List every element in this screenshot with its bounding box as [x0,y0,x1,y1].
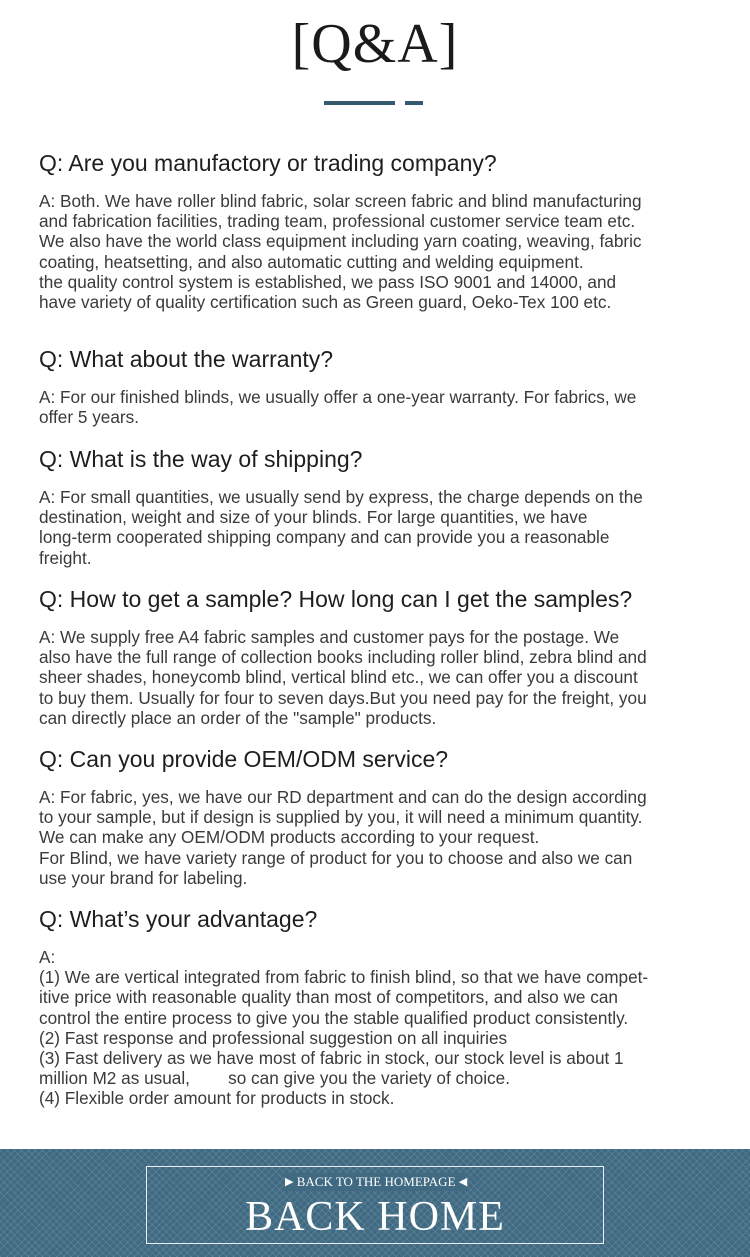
answer-line: A: [39,947,56,967]
faq-answer [39,627,729,728]
answer-line: million M2 as usual, so can give you the variety of choice. [39,1068,510,1089]
answer-line: sheer shades, honeycomb blind, vertical blind etc., we can offer you a discount [39,667,638,688]
faq-item-advantage [39,905,729,1109]
footer-banner [0,1149,750,1257]
answer-line: freight. [39,547,92,568]
answer-line: also have the full range of collection books including roller blind, zebra blind and [39,647,647,668]
page-title: [Q&A] [291,13,459,75]
back-to-homepage-caption[interactable] [285,1173,468,1191]
answer-line: A: Both. We have roller blind fabric, solar screen fabric and blind manufacturing [39,191,642,211]
answer-line: offer 5 years. [39,407,139,428]
faq-question: Q: Can you provide OEM/ODM service? [39,746,449,772]
faq-answer [39,191,729,312]
faq-answer [39,387,729,427]
title-accent-bar-short [405,101,423,105]
faq-question: Q: How to get a sample? How long can I get the samples? [39,586,633,612]
faq-question: Q: What about the warranty? [39,346,334,372]
faq-question: Q: What’s your advantage? [39,906,318,932]
answer-line: A: For our finished blinds, we usually offer a one-year warranty. For fabrics, we [39,387,637,407]
back-home-frame[interactable] [146,1166,604,1244]
answer-line: We can make any OEM/ODM products according to your request. [39,827,540,848]
answer-line: use your brand for labeling. [39,867,248,888]
answer-line: the quality control system is established, we pass ISO 9001 and 14000, and [39,271,617,292]
answer-line: and fabrication facilities, trading team, professional customer service team etc. [39,211,636,232]
title-accent-bar-long [324,101,395,105]
back-home-button[interactable]: BACK HOME [245,1194,505,1240]
answer-line: to buy them. Usually for four to seven days.But you need pay for the freight, you [39,687,647,708]
answer-line: (2) Fast response and professional suggestion on all inquiries [39,1027,508,1048]
faq-question: Q: Are you manufactory or trading company? [39,150,497,176]
faq-item-shipping [39,445,729,568]
answer-line: to your sample, but if design is supplied by you, it will need a minimum quantity. [39,807,643,828]
faq-item-warranty [39,345,729,427]
faq-answer [39,787,729,888]
back-to-homepage-link[interactable]: BACK TO THE HOMEPAGE [296,1174,456,1189]
faq-answer [39,947,729,1109]
answer-line: (1) We are vertical integrated from fabric to finish blind, so that we have compet- [39,967,649,988]
answer-line: long-term cooperated shipping company and can provide you a reasonable [39,527,610,548]
answer-line: We also have the world class equipment including yarn coating, weaving, fabric [39,231,642,252]
faq-question: Q: What is the way of shipping? [39,446,363,472]
answer-line: control the entire process to give you the stable qualified product consistently. [39,1007,629,1028]
answer-line: For Blind, we have variety range of product for you to choose and also we can [39,847,633,868]
answer-line: A: We supply free A4 fabric samples and customer pays for the postage. We [39,627,620,647]
answer-line: coating, heatsetting, and also automatic cutting and welding equipment. [39,251,584,272]
faq-item-manufactory [39,149,729,312]
answer-line: A: For small quantities, we usually send by express, the charge depends on the [39,487,643,507]
faq-answer [39,487,729,568]
faq-item-oem-odm [39,745,729,888]
answer-line: have variety of quality certification such as Green guard, Oeko-Tex 100 etc. [39,292,612,313]
arrow-left-icon: ◀ [458,1176,468,1188]
answer-line: (4) Flexible order amount for products in stock. [39,1088,395,1109]
faq-item-sample [39,585,729,728]
page-header [0,0,750,120]
answer-line: destination, weight and size of your blinds. For large quantities, we have [39,507,588,528]
answer-line: A: For fabric, yes, we have our RD department and can do the design according [39,787,647,807]
arrow-right-icon: ▶ [285,1176,294,1188]
answer-line: can directly place an order of the "sample" products. [39,707,437,728]
answer-line: itive price with reasonable quality than most of competitors, and also we can [39,987,618,1008]
answer-line: (3) Fast delivery as we have most of fabric in stock, our stock level is about 1 [39,1048,624,1069]
